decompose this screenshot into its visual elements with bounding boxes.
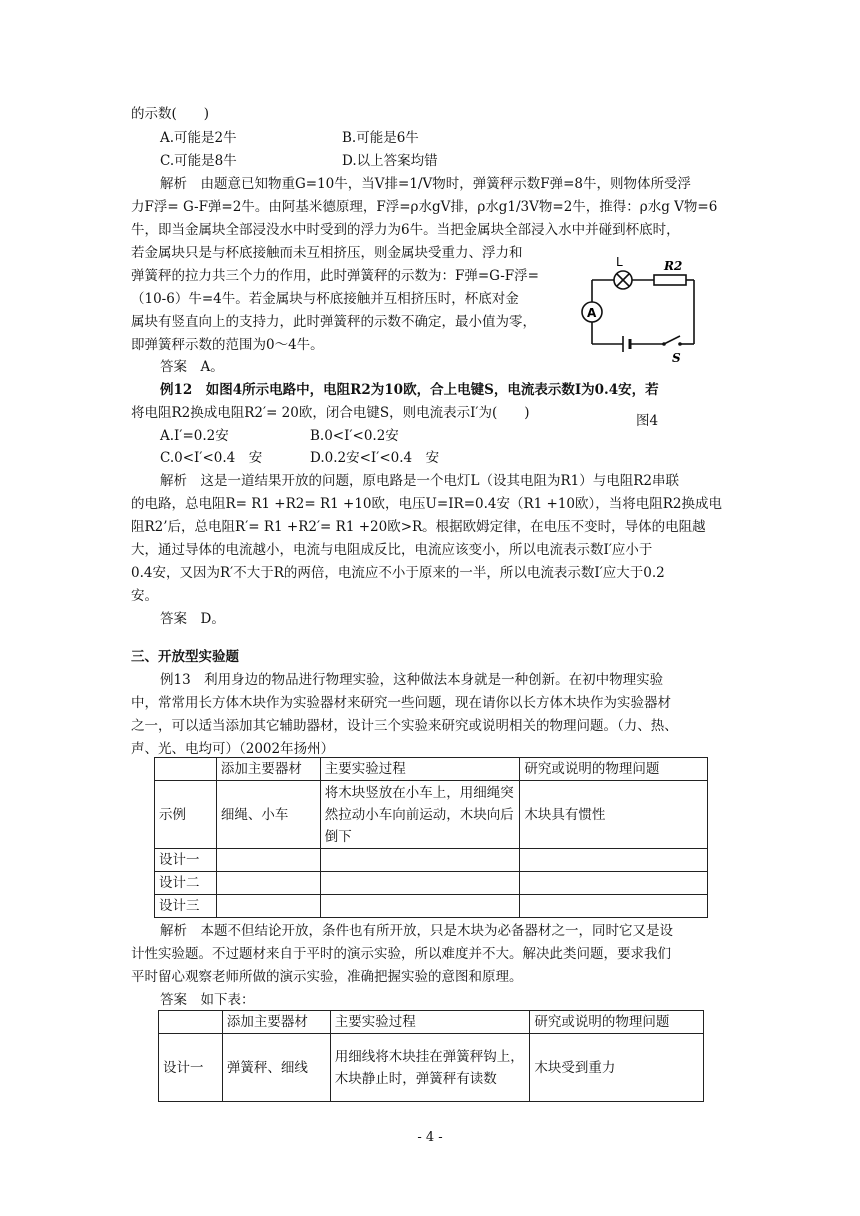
text-line: 属块有竖直向上的支持力，此时弹簧秤的示数不确定，最小值为零， bbox=[131, 314, 536, 330]
table-cell: 木块受到重力 bbox=[530, 1034, 704, 1102]
table-cell: 主要实验过程 bbox=[330, 1011, 530, 1034]
table-cell bbox=[159, 1011, 223, 1034]
table-row bbox=[155, 849, 708, 872]
lamp-label: L bbox=[616, 255, 623, 269]
option-b: B.0<I′<0.2安 bbox=[310, 428, 399, 444]
page-number: - 4 - bbox=[417, 1130, 443, 1145]
answer-table bbox=[158, 1010, 704, 1102]
text-line: 的示数( ) bbox=[131, 106, 210, 122]
option-a: A.I′=0.2安 bbox=[160, 428, 229, 444]
option-b: B.可能是6牛 bbox=[342, 130, 419, 146]
text-line: 弹簧秤的拉力共三个力的作用，此时弹簧秤的示数为：F弹=G-F浮= bbox=[131, 268, 539, 284]
answer-line: 答案 A。 bbox=[160, 359, 224, 375]
text-line: 中，常常用长方体木块作为实验器材来研究一些问题，现在请你以长方体木块作为实验器材 bbox=[131, 695, 671, 711]
table-cell: 研究或说明的物理问题 bbox=[520, 758, 708, 781]
table-header-row bbox=[159, 1011, 704, 1034]
text-line: 计性实验题。不过题材来自于平时的演示实验，所以难度并不大。解决此类问题，要求我们 bbox=[131, 946, 671, 962]
text-line: 力F浮= G-F弹=2牛。由阿基米德原理，F浮=ρ水gV排，ρ水g1/3V物=2牛，推得：ρ水g V物=6 bbox=[131, 199, 718, 215]
section-heading: 三、开放型实验题 bbox=[131, 649, 239, 665]
ammeter-label: A bbox=[587, 306, 597, 320]
circuit-diagram bbox=[568, 250, 708, 370]
option-c: C.可能是8牛 bbox=[160, 153, 237, 169]
text-line: 将电阻R2换成电阻R2′= 20欧，闭合电键S，则电流表示I′为( ) bbox=[131, 405, 530, 421]
text-line: 大，通过导体的电流越小，电流与电阻成反比，电流应该变小，所以电流表示数I′应小于 bbox=[131, 542, 653, 558]
table-cell: 木块具有惯性 bbox=[520, 781, 708, 849]
table-row bbox=[155, 872, 708, 895]
table-cell: 将木块竖放在小车上，用细绳突然拉动小车向前运动，木块向后倒下 bbox=[320, 781, 520, 849]
option-c: C.0<I′<0.4 安 bbox=[160, 450, 263, 466]
table-cell: 细绳、小车 bbox=[216, 781, 320, 849]
table-cell bbox=[216, 872, 320, 895]
example-13: 例13 利用身边的物品进行物理实验，这种做法本身就是一种创新。在初中物理实验 bbox=[160, 672, 664, 688]
text-line: 解析 这是一道结果开放的问题，原电路是一个电灯L（设其电阻为R1）与电阻R2串联 bbox=[160, 473, 679, 489]
table-cell bbox=[155, 758, 217, 781]
text-line: 安。 bbox=[131, 588, 158, 604]
text-line: （10-6）牛=4牛。若金属块与杯底接触并互相挤压时，杯底对金 bbox=[131, 291, 519, 307]
text-line: 牛，即当金属块全部浸没水中时受到的浮力为6牛。当把金属块全部浸入水中并碰到杯底时， bbox=[131, 222, 680, 238]
table-cell bbox=[216, 895, 320, 918]
table-row bbox=[155, 781, 708, 849]
table-cell bbox=[520, 872, 708, 895]
text-line: 解析 本题不但结论开放，条件也有所开放，只是木块为必备器材之一，同时它又是设 bbox=[160, 923, 673, 939]
text-line: 平时留心观察老师所做的演示实验，准确把握实验的意图和原理。 bbox=[131, 969, 523, 985]
option-d: D.0.2安<I′<0.4 安 bbox=[310, 450, 440, 466]
table-cell: 设计二 bbox=[155, 872, 217, 895]
table-cell bbox=[520, 849, 708, 872]
table-cell bbox=[320, 895, 520, 918]
text-line: 之一，可以适当添加其它辅助器材，设计三个实验来研究或说明相关的物理问题。（力、热、 bbox=[131, 718, 678, 734]
switch-label: S bbox=[672, 351, 681, 365]
design-table bbox=[154, 757, 708, 918]
table-cell: 示例 bbox=[155, 781, 217, 849]
option-d: D.以上答案均错 bbox=[342, 153, 438, 169]
text-line: 的电路，总电阻R= R1 +R2= R1 +10欧，电压U=IR=0.4安（R1 +10欧），当将电阻R2换成电 bbox=[131, 496, 723, 512]
table-cell: 设计一 bbox=[159, 1034, 223, 1102]
table-cell: 研究或说明的物理问题 bbox=[530, 1011, 704, 1034]
figure-caption: 图4 bbox=[636, 413, 659, 429]
table-row bbox=[155, 895, 708, 918]
option-a: A.可能是2牛 bbox=[160, 130, 237, 146]
table-cell bbox=[320, 849, 520, 872]
text-line: 阻R2’后，总电阻R′= R1 +R2′= R1 +20欧>R。根据欧姆定律，在电压不变时，导体的电阻越 bbox=[131, 519, 706, 535]
answer-line: 答案 D。 bbox=[160, 611, 225, 627]
table-cell bbox=[520, 895, 708, 918]
text-line: 0.4安，又因为R′不大于R的两倍，电流应不小于原来的一半，所以电流表示数I′应大于0.2 bbox=[131, 565, 665, 581]
table-cell: 主要实验过程 bbox=[320, 758, 520, 781]
text-line: 解析 由题意已知物重G=10牛，当V排=1/V物时，弹簧秤示数F弹=8牛，则物体所受浮 bbox=[160, 176, 691, 192]
text-line: 声、光、电均可）（2002年扬州） bbox=[131, 741, 335, 757]
table-cell: 用细线将木块挂在弹簧秤钩上，木块静止时，弹簧秤有读数 bbox=[330, 1034, 530, 1102]
table-row bbox=[159, 1034, 704, 1102]
table-cell: 添加主要器材 bbox=[216, 758, 320, 781]
table-cell bbox=[320, 872, 520, 895]
text-line: 即弹簧秤示数的范围为0～4牛。 bbox=[131, 337, 324, 353]
example-12: 例12 如图4所示电路中，电阻R2为10欧，合上电键S，电流表示数I为0.4安，若 bbox=[160, 382, 659, 398]
table-header-row bbox=[155, 758, 708, 781]
resistor-label: R2 bbox=[664, 259, 683, 273]
table-cell: 弹簧秤、细线 bbox=[222, 1034, 330, 1102]
table-cell: 添加主要器材 bbox=[222, 1011, 330, 1034]
table-cell: 设计一 bbox=[155, 849, 217, 872]
answer-line: 答案 如下表： bbox=[160, 992, 255, 1008]
text-line: 若金属块只是与杯底接触而未互相挤压，则金属块受重力、浮力和 bbox=[131, 245, 523, 261]
table-cell bbox=[216, 849, 320, 872]
table-cell: 设计三 bbox=[155, 895, 217, 918]
